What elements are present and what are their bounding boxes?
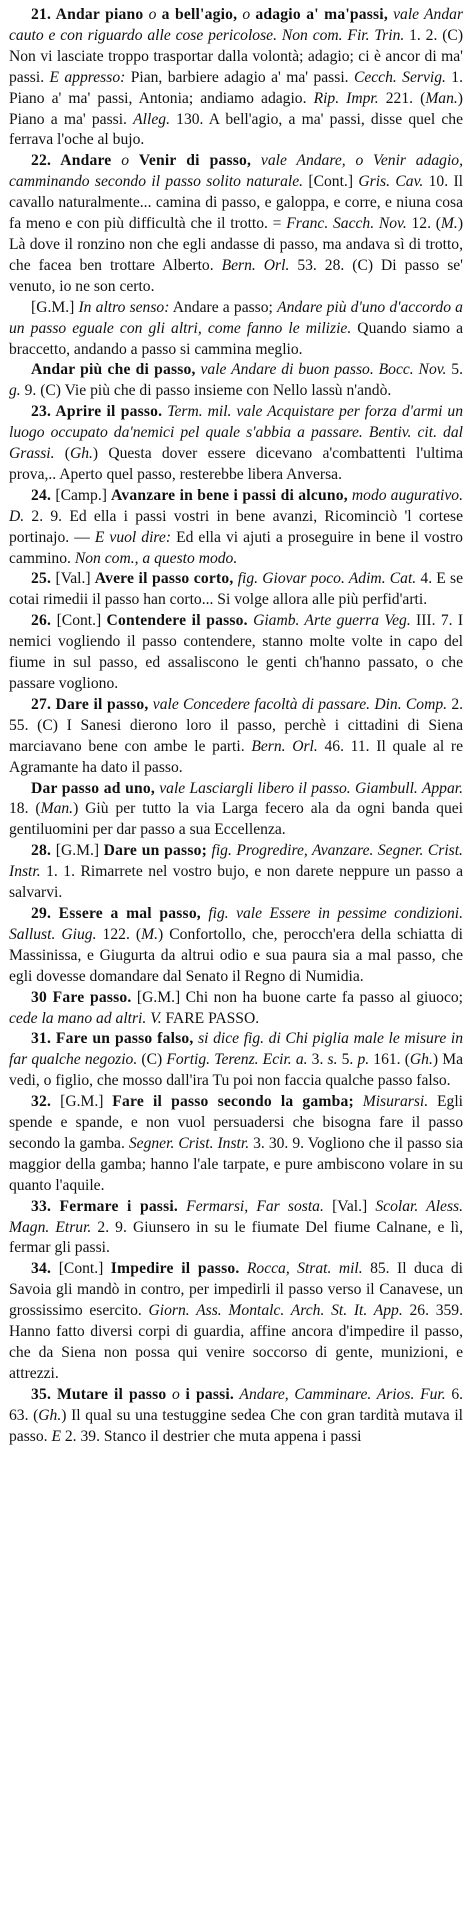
italic-text: Scolar. Aless. Magn. Etrur. (9, 1197, 463, 1236)
body-text: 3. (307, 1051, 328, 1069)
italic-text: si dice fig. di Chi piglia male le misure in far qualche negozio. (9, 1030, 463, 1069)
entry-26 (9, 611, 463, 695)
entry-30 (9, 988, 463, 1030)
body-text: [Val.] (323, 1197, 376, 1215)
italic-text: o (111, 152, 139, 170)
italic-text: Gh. (38, 1406, 62, 1424)
body-text: 2. 55. (C) I Sanesi dierono loro il passo, perchè i cittadini di Siena marciavano bene con ambe le parti. (9, 695, 464, 755)
italic-text: Man. (425, 89, 458, 107)
entry-headword: 23. Aprire il passo. (31, 403, 163, 421)
entry-22b (9, 298, 463, 361)
entry-headword: 29. Essere a mal passo, (31, 904, 201, 922)
body-text: FARE PASSO. (161, 1009, 260, 1027)
italic-text: modo augurativo. D. (9, 486, 463, 525)
body-text: 3. 30. 9. Vogliono che il passo sia maggior della gamba; hanno l'ale tarpate, e pure ambiscono volare in su quanto l'aquile. (9, 1134, 464, 1194)
entry-29 (9, 904, 463, 988)
italic-text: vale Andar cauto e con riguardo alle cose pericolose. Non com. Fir. Trin. (9, 6, 464, 44)
body-text: ) Confortollo, che, perocch'era della schiatta di Massinissa, e Giugurta da altrui odio e sua paura sia a mal passo, che egli dovesse domandare dal Senato il Regno di Numidia. (9, 925, 463, 985)
body-text: [Cont.] (56, 612, 107, 630)
entry-32 (9, 1092, 463, 1197)
entry-headword: Fare il passo secondo la gamba; (112, 1093, 354, 1111)
body-text: 221. ( (378, 89, 426, 107)
entry-headword: 21. Andar piano (31, 6, 144, 23)
body-text: 6. 63. ( (9, 1385, 464, 1424)
italic-text: Gris. Cav. (358, 173, 424, 191)
entry-headword: Impedire il passo. (110, 1260, 240, 1278)
entry-headword: Avere il passo corto, (94, 570, 234, 588)
body-text: Andare a passo; (169, 298, 278, 316)
italic-text: p. (357, 1051, 370, 1069)
body-text: Pian, barbiere adagio a' ma' passi. (125, 68, 354, 86)
entry-headword: 33. Fermare i passi. (31, 1197, 178, 1215)
italic-text: fig. Progredire, Avanzare. Segner. Crist. Instr. (9, 842, 463, 881)
body-text: 130. A bell'agio, a ma' passi, disse quel che ferrava l'oche al bujo. (9, 110, 463, 149)
italic-text: fig. Giovar poco. Adim. Cat. (233, 570, 417, 588)
italic-text: Bern. Orl. (251, 737, 318, 755)
body-text: [Cont.] (303, 173, 359, 191)
body-text: (C) (137, 1051, 167, 1069)
body-text: 85. Il duca di Savoia gli mandò in contro, per impedirli il passo verso il Canavese, un grossissimo esercito. (9, 1260, 463, 1320)
body-text: ) Là dove il ronzino non che egli andasse di passo, ma andava sì di trotto, che facea ben trottare Alberto. (9, 215, 464, 274)
body-text: [G.M.] Chi non ha buone carte fa passo al giuoco; (131, 988, 463, 1006)
entry-headword: 35. Mutare il passo (31, 1385, 167, 1403)
entry-27 (9, 695, 463, 779)
entry-headword: 34. (31, 1260, 59, 1278)
entry-headword: Venir di passo, (138, 152, 252, 170)
italic-text: vale Lasciargli libero il passo. Giambull. Appar. (154, 779, 463, 797)
italic-text: M. (141, 925, 158, 943)
italic-text: vale Andare, o Venir adagio, camminando secondo il passo solito naturale. (9, 152, 463, 191)
body-text: 53. 28. (C) Di passo se' venuto, io ne son certo. (9, 256, 463, 295)
italic-text: Segner. Crist. Instr. (128, 1134, 250, 1152)
italic-text: Andare più d'uno d'accordo a un passo eguale con gli altri, come fanno le milizie. (9, 298, 463, 337)
body-text: 1. 2. (C) Non vi lasciate troppo trasportar dalla volontà; adagio; ci è ancor di ma' passi. (9, 26, 464, 86)
italic-text: Misurarsi. (353, 1093, 429, 1111)
body-text: [G.M.] (31, 298, 79, 316)
italic-text: Man. (40, 800, 74, 818)
italic-text: Alleg. (133, 110, 170, 128)
italic-text: fig. vale Essere in pessime condizioni. Sallust. Giug. (9, 904, 463, 943)
entry-headword: 32. (31, 1093, 61, 1111)
italic-text: vale Concedere facoltà di passare. Din. Comp. (148, 695, 448, 713)
entry-21 (9, 5, 463, 151)
entry-headword: 27. Dare il passo, (31, 695, 149, 713)
entry-27b (9, 779, 463, 842)
body-text: 122. ( (96, 925, 142, 943)
italic-text: Rocca, Strat. mil. (239, 1260, 363, 1278)
entry-23 (9, 402, 463, 486)
italic-text: Term. mil. vale Acquistare per forza d'armi un luogo occupato da'nemici pel quale s'abbia a passare. Bentiv. cit. dal Grassi. (9, 403, 464, 463)
entry-22 (9, 151, 463, 297)
entry-33 (9, 1197, 463, 1260)
body-text: 2. 39. Stanco il destrier che muta appena i passi (60, 1427, 362, 1445)
entry-headword: Dare un passo; (103, 842, 207, 860)
italic-text: M. (440, 215, 458, 233)
body-text: 26. 359. Hanno fatto diversi corpi di guardia, affine ancora d'impedire il passo, che da Siena non possa qui venire soccorso di gente, munizioni, e attrezzi. (9, 1302, 463, 1382)
entry-headword: i passi. (185, 1385, 235, 1403)
body-text: Quando siamo a braccetto, andando a passo si cammina meglio. (9, 319, 463, 358)
body-text: [Camp.] (55, 486, 112, 504)
body-text: [G.M.] (55, 842, 104, 860)
italic-text: Fortig. Terenz. Ecir. a. (166, 1051, 308, 1069)
body-text: ) Piano a ma' passi. (9, 89, 463, 128)
entry-headword: 30 Fare passo. (31, 988, 132, 1006)
entry-headword: Andar più che di passo, (31, 361, 196, 379)
italic-text: Fermarsi, Far sosta. (177, 1197, 324, 1215)
italic-text: Giamb. Arte guerra Veg. (247, 612, 411, 630)
entry-31 (9, 1029, 463, 1092)
body-text: 2. 9. Ed ella i passi vostri in bene avanzi, Ricominciò 'l cortese portinajo. — (9, 507, 463, 546)
entry-28 (9, 841, 463, 904)
italic-text: Non com., a questo modo. (74, 549, 238, 567)
body-text: Ed ella vi ajuti a proseguire in bene il vostro cammino. (9, 528, 463, 567)
body-text: [Cont.] (58, 1260, 111, 1278)
body-text: ) Giù per tutto la via Larga fecero ala da ogni banda quei gentiluomini per dar passo a sua Eccellenza. (9, 800, 463, 839)
italic-text: Rip. Impr. (313, 89, 379, 107)
body-text: 1. Piano a' ma' passi, Antonia; andiamo adagio. (9, 68, 463, 107)
body-text: 5. (446, 361, 463, 379)
body-text: 161. ( (369, 1051, 410, 1069)
italic-text: E (51, 1427, 61, 1445)
body-text: III. 7. I nemici vogliendo il passo contendere, stanno molte volte in capo del fiume in sul passo, ed assaliscono le genti ch'hanno passato, o che passare vogliono. (9, 612, 464, 692)
italic-text: Andare, Camminare. Arios. Fur. (234, 1385, 446, 1403)
body-text: 5. (337, 1051, 358, 1069)
body-text: 4. E se cotai rimedii il passo han corto... Si volge allora alle più perfid'arti. (9, 570, 464, 609)
body-text: ( (54, 445, 70, 463)
entry-34 (9, 1259, 463, 1384)
entry-headword: Contendere il passo. (106, 612, 248, 630)
entry-headword: 26. (31, 612, 57, 630)
italic-text: o (237, 6, 256, 23)
body-text: 46. 11. Il quale al re Agramante ha dato il passo. (9, 737, 463, 776)
italic-text: g. (9, 382, 21, 400)
body-text: [G.M.] (60, 1093, 113, 1111)
entry-35 (9, 1385, 463, 1448)
entry-22c (9, 360, 463, 402)
italic-text: cede la mano ad altri. V. (9, 1009, 162, 1027)
entry-24 (9, 486, 463, 570)
entry-headword: a bell'agio, (161, 6, 238, 23)
body-text: ) Ma vedi, o figlio, che mosso dall'ira Tu poi non faccia qualche passo falso. (9, 1051, 463, 1090)
entry-headword: Avanzare in bene i passi di alcuno, (111, 486, 348, 504)
entry-headword: 28. (31, 842, 56, 860)
italic-text: Gh. (69, 445, 93, 463)
entry-headword: 25. (31, 570, 56, 588)
italic-text: Cecch. Servig. (353, 68, 446, 86)
entry-headword: 24. (31, 486, 56, 504)
body-text: 9. (C) Vie più che di passo insieme con Nello lassù n'andò. (20, 382, 392, 400)
italic-text: s. (327, 1051, 338, 1069)
italic-text: Franc. Sacch. Nov. (286, 215, 407, 233)
entry-headword: 31. Fare un passo falso, (31, 1030, 194, 1048)
body-text: 18. ( (9, 800, 41, 818)
entry-25 (9, 569, 463, 611)
entry-headword: Dar passo ad uno, (31, 779, 155, 797)
entry-headword: 22. Andare (31, 152, 112, 170)
italic-text: o (143, 6, 162, 23)
entry-headword: adagio a' ma'passi, (255, 6, 388, 23)
body-text: [Val.] (55, 570, 95, 588)
body-text: Egli spende e spande, e non vuol persuadersi che bisogna fare il passo secondo la gamba. (9, 1093, 463, 1152)
body-text: 10. Il cavallo naturalmente... camina di passo, e galoppa, e corre, e niuna cosa fa meno e con più difficultà che il trotto. = (9, 173, 463, 233)
italic-text: Bern. Orl. (221, 256, 290, 274)
italic-text: Giorn. Ass. Montalc. Arch. St. It. App. (148, 1302, 403, 1320)
body-text: 1. 1. Rimarrete nel vostro bujo, e non darete neppure un passo a salvarvi. (9, 863, 463, 902)
italic-text: In altro senso: (78, 298, 170, 316)
italic-text: E vuol dire: (94, 528, 172, 546)
italic-text: vale Andare di buon passo. Bocc. Nov. (195, 361, 447, 379)
italic-text: Gh. (409, 1051, 433, 1069)
body-text: ) Questa dover essere dicevano a'combattenti l'ultima prova,.. Aperto quel passo, resterebbe libera Anversa. (9, 445, 463, 483)
italic-text: o (166, 1385, 186, 1403)
body-text: ) Il qual su una testuggine sedea Che con gran tardità mutava il passo. (9, 1406, 463, 1445)
body-text: 2. 9. Giunsero in su le fiumate Del fiume Calnane, e lì, fermar gli passi. (9, 1218, 464, 1257)
italic-text: E appresso: (49, 68, 126, 86)
body-text: 12. ( (406, 215, 441, 233)
